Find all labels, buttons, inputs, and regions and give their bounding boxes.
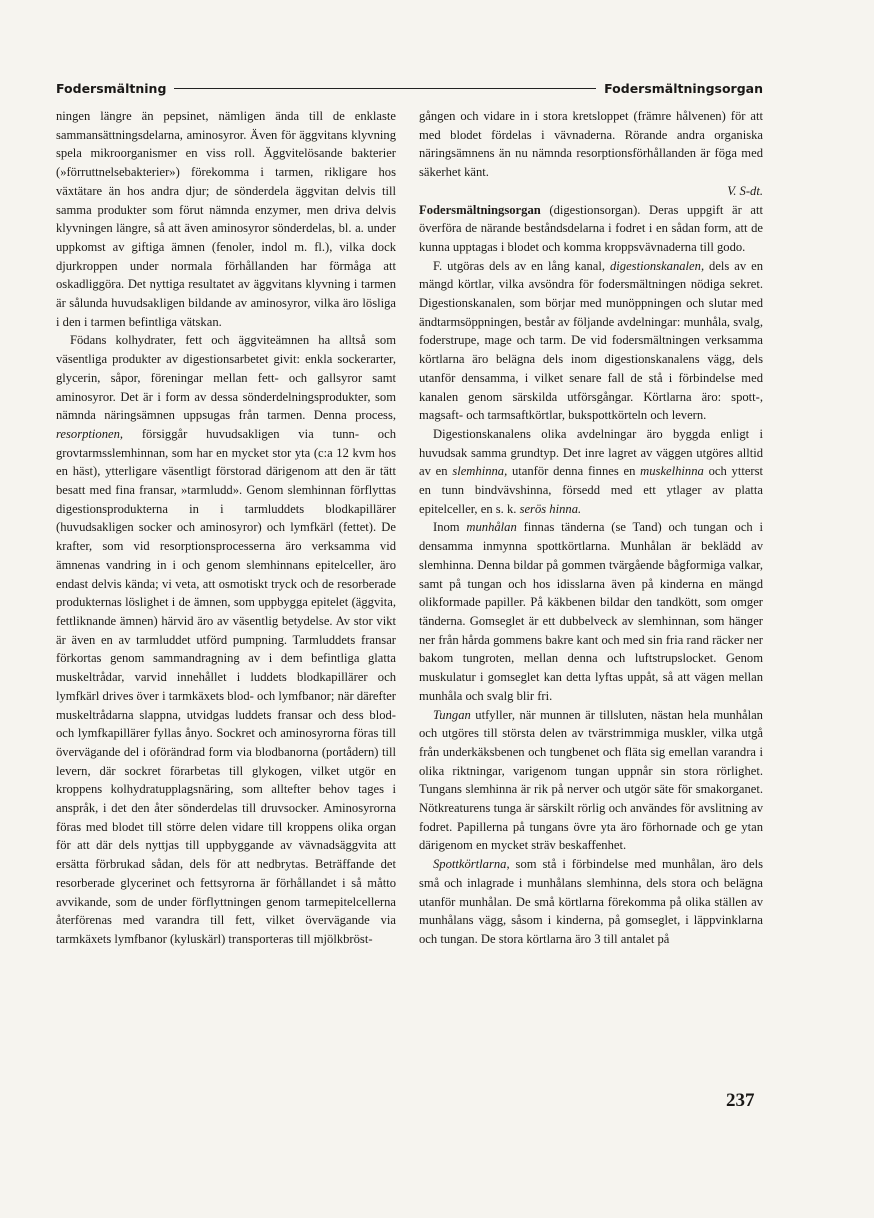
paragraph (419, 855, 763, 949)
paragraph: ningen längre än pepsinet, nämligen ända till de enklaste sammansättningsdelarna, aminosyror. Även för äggvitans klyvning spela mikroorganismer en viss roll. Äggvitelösande bakterier (»förruttnelsebakterier») förekomma i tarmen, rikligare hos växtätare än hos andra djur; de sönderdela äggvitan delvis till samma produkter som förut nämnda enzymer, men driva delvis klyvningen längre, så att även aminosyror sönderdelas, bl. a. under uppkomst av giftiga ämnen (fenoler, indol m. fl.), vilka dock djurkroppen under normala förhållanden har förmåga att oskadliggöra. Det nyttiga resultatet av äggvitans klyvning i tarmen är sålunda huvudsakligen bildande av aminosyror, vilka äro lösliga i den i tarmen befintliga vätskan. (56, 109, 396, 329)
text-run: (digestionsorgan). Deras uppgift är att överföra de närande beståndsdelarna i fodret i en sådan form, att de kunna upptagas i blodet och komma kroppsvävnaderna till godo. (419, 202, 763, 254)
paragraph (419, 257, 763, 425)
paragraph (419, 518, 763, 705)
italic-term: munhålan (466, 520, 517, 535)
italic-term: resorptionen, (56, 426, 124, 441)
text-run: dels av en mängd körtlar, vilka avsöndra för fodersmältningen nödiga sekret. Digestionskanalen, som börjar med munöppningen och slutar med ändtarmsöppningen, består av följande avdelningar: munhåla, svalg, foderstrupe, mage och tarm. De vid fodersmältningen verksamma körtlarna äro belägna dels inom digestionskanalens vägg, dels utanför densamma, i vilket senare fall de stå i förbindelse med kanalen genom särskilda utförsgångar. Körtlarna äro: spott-, magsaft- och tarmsaftkörtlar, bukspottkörteln och levern. (419, 258, 763, 423)
paragraph (419, 425, 763, 519)
page-number: 237 (726, 1090, 755, 1111)
entry-paragraph (419, 201, 763, 257)
running-header (56, 78, 763, 98)
text-run: F. utgöras dels av en lång kanal, (433, 258, 606, 273)
text-run: finnas tänderna (se Tand) och tungan och i densamma inmynna spottkörtlarna. Munhålan är beklädd av slemhinna. Denna bildar på gommen tvärgående bågformiga valkar, samt på tungan och hos idisslarna även på kinderna en mängd olikformade papiller. På käkbenen bildar den tandkött, som omger tänderna. Gomseglet är ett dubbelveck av slemhinnan, som hänger ner från hårda gommens bakre kant och med sin fria rand räcker ner bakom tungroten, mellan denna och luftstrupslocket. Genom muskulatur i gomseglet kan detta lyftas uppåt, så att vägen mellan munhåla och svalg blir fri. (419, 520, 763, 703)
italic-term: Tungan (433, 707, 471, 722)
italic-term: Spottkörtlarna, (433, 857, 510, 872)
text-run: utfyller, när munnen är tillsluten, nästan hela munhålan och utgöres till största delen av tvärstrimmiga muskler, vilka utgå från underkäksbenen och tungbenet och fläta sig emellan varandra i olika riktningar, varigenom tungan uppnår sin stora rörlighet. Tungans slemhinna är rik på nerver och utgör säte för smakorganet. Nötkreaturens tunga är särskilt rörlig och användes för avslitning av fodret. Papillerna på tungans övre yta äro förhornade och ge ytan därigenom en mycket sträv beskaffenhet. (419, 707, 763, 853)
header-left-title: Fodersmältning (56, 80, 167, 96)
italic-term: slemhinna, (452, 464, 508, 479)
text-run: Födans kolhydrater, fett och äggviteämnen ha alltså som väsentliga produkter av digestionsarbetet givit: enkla sockerarter, glycerin, såpor, föreningar mellan fett- och gallsyror samt aminosyror. Det är i form av dessa sönderdelningsprodukter, som nämnda näringsämnen uppsugas från tarmen. Denna process, (56, 333, 396, 423)
text-run: som stå i förbindelse med munhålan, äro dels små och inlagrade i munhålans slemhinna, dels stora och belägna utanför munhålan. De små körtlarna förekomma på olika ställen av munhålans vägg, såsom i kinderna, på gomseglet, i läppvinklarna och tungan. De stora körtlarna äro 3 till antalet på (419, 857, 763, 946)
paragraph: gången och vidare in i stora kretsloppet (främre hålvenen) för att med blodet fördelas i vävnaderna. Rörande andra organiska näringsämnens än nu nämnda resorptionsförhållanden är föga med säkerhet känt. (419, 109, 763, 180)
right-column (419, 107, 763, 949)
italic-term: muskelhinna (640, 464, 704, 479)
italic-term: digestionskanalen, (610, 258, 705, 273)
text-run: Inom (433, 520, 460, 535)
header-rule (174, 88, 596, 89)
text-run: Digestionskanalens olika avdelningar äro byggda enligt i huvudsak samma grundtyp. Det inre lagret av väggen utgöres alltid av en (419, 426, 763, 479)
header-right-title: Fodersmältningsorgan (604, 80, 763, 96)
left-column (56, 107, 396, 949)
entry-headword: Fodersmältningsorgan (419, 202, 541, 217)
paragraph (419, 706, 763, 856)
italic-term: serös hinna. (519, 501, 582, 516)
text-run: försiggår huvudsakligen via tunn- och grovtarmsslemhinnan, som har en mycket stor yta (c:a 12 kvm hos en häst), ytterligare väsentligt förstorad därigenom att den är tätt besatt med fina fransar, »tarmludd». Genom slemhinnan förflyttas digestionsprodukterna in i tarmluddets blodkapillärer (huvudsakligen socker och aminosyror) och lymfkärl (fettet). De krafter, som vid resorptionsprocesserna äro verksamma vid ämnenas vandring in i och genom slemhinnans epitelceller, äro endast delvis kända; vi veta, att osmotiskt tryck och de resorberade produkternas löslighet i de ämnen, som uppbygga epitelet (äggvita, fettliknande ämnen) härvid äro av väsentlig betydelse. Av stor vikt är även en av tarmluddet utförd pumpning. Tarmluddets fransar förkortas genom sammandragning av i dem befintliga glatta muskeltrådar, varvid innehållet i luddets blodkapillärer och lymfkärl drives över i tarmkäxets blod- och lymfbanor; när därefter muskeltrådarna slappna, utvidgas luddets fransar och dess blod- och lymfkapillärer fyllas ånyo. Sockret och aminosyrorna föras till övervägande del i oförändrad form via blodbanorna (portådern) till levern, där sockret förarbetas till glykogen, vilket utgör en kroppens kolhydratupplagsnäring, som alltefter behov tages i anspråk, i det den åter sönderdelas till druvsocker. Aminosyrorna föras med blodet till större delen vidare till kroppens olika organ för att där dels nyttjas till uppbyggande av vävnadsäggvita att ersätta förbrukad sådan, dels för att nedbrytas. Beträffande det resorberade glycerinet och fettsyrorna är förhållandet i så måtto avvikande, som de under förflyttningen genom tarmepitelcellerna återförenas med varandra till fett, vilket övervägande via tarmkäxets lymfbanor (kyluskärl) transporteras till mjölkbröst- (56, 426, 396, 946)
text-run: och ytterst en tunn bindvävshinna, försedd med ett ytlager av platta epitelceller, en s. k. (419, 464, 764, 516)
paragraph (56, 331, 396, 948)
text-run: utanför denna finnes en (512, 464, 636, 479)
author-signature: V. S-dt. (727, 183, 763, 198)
